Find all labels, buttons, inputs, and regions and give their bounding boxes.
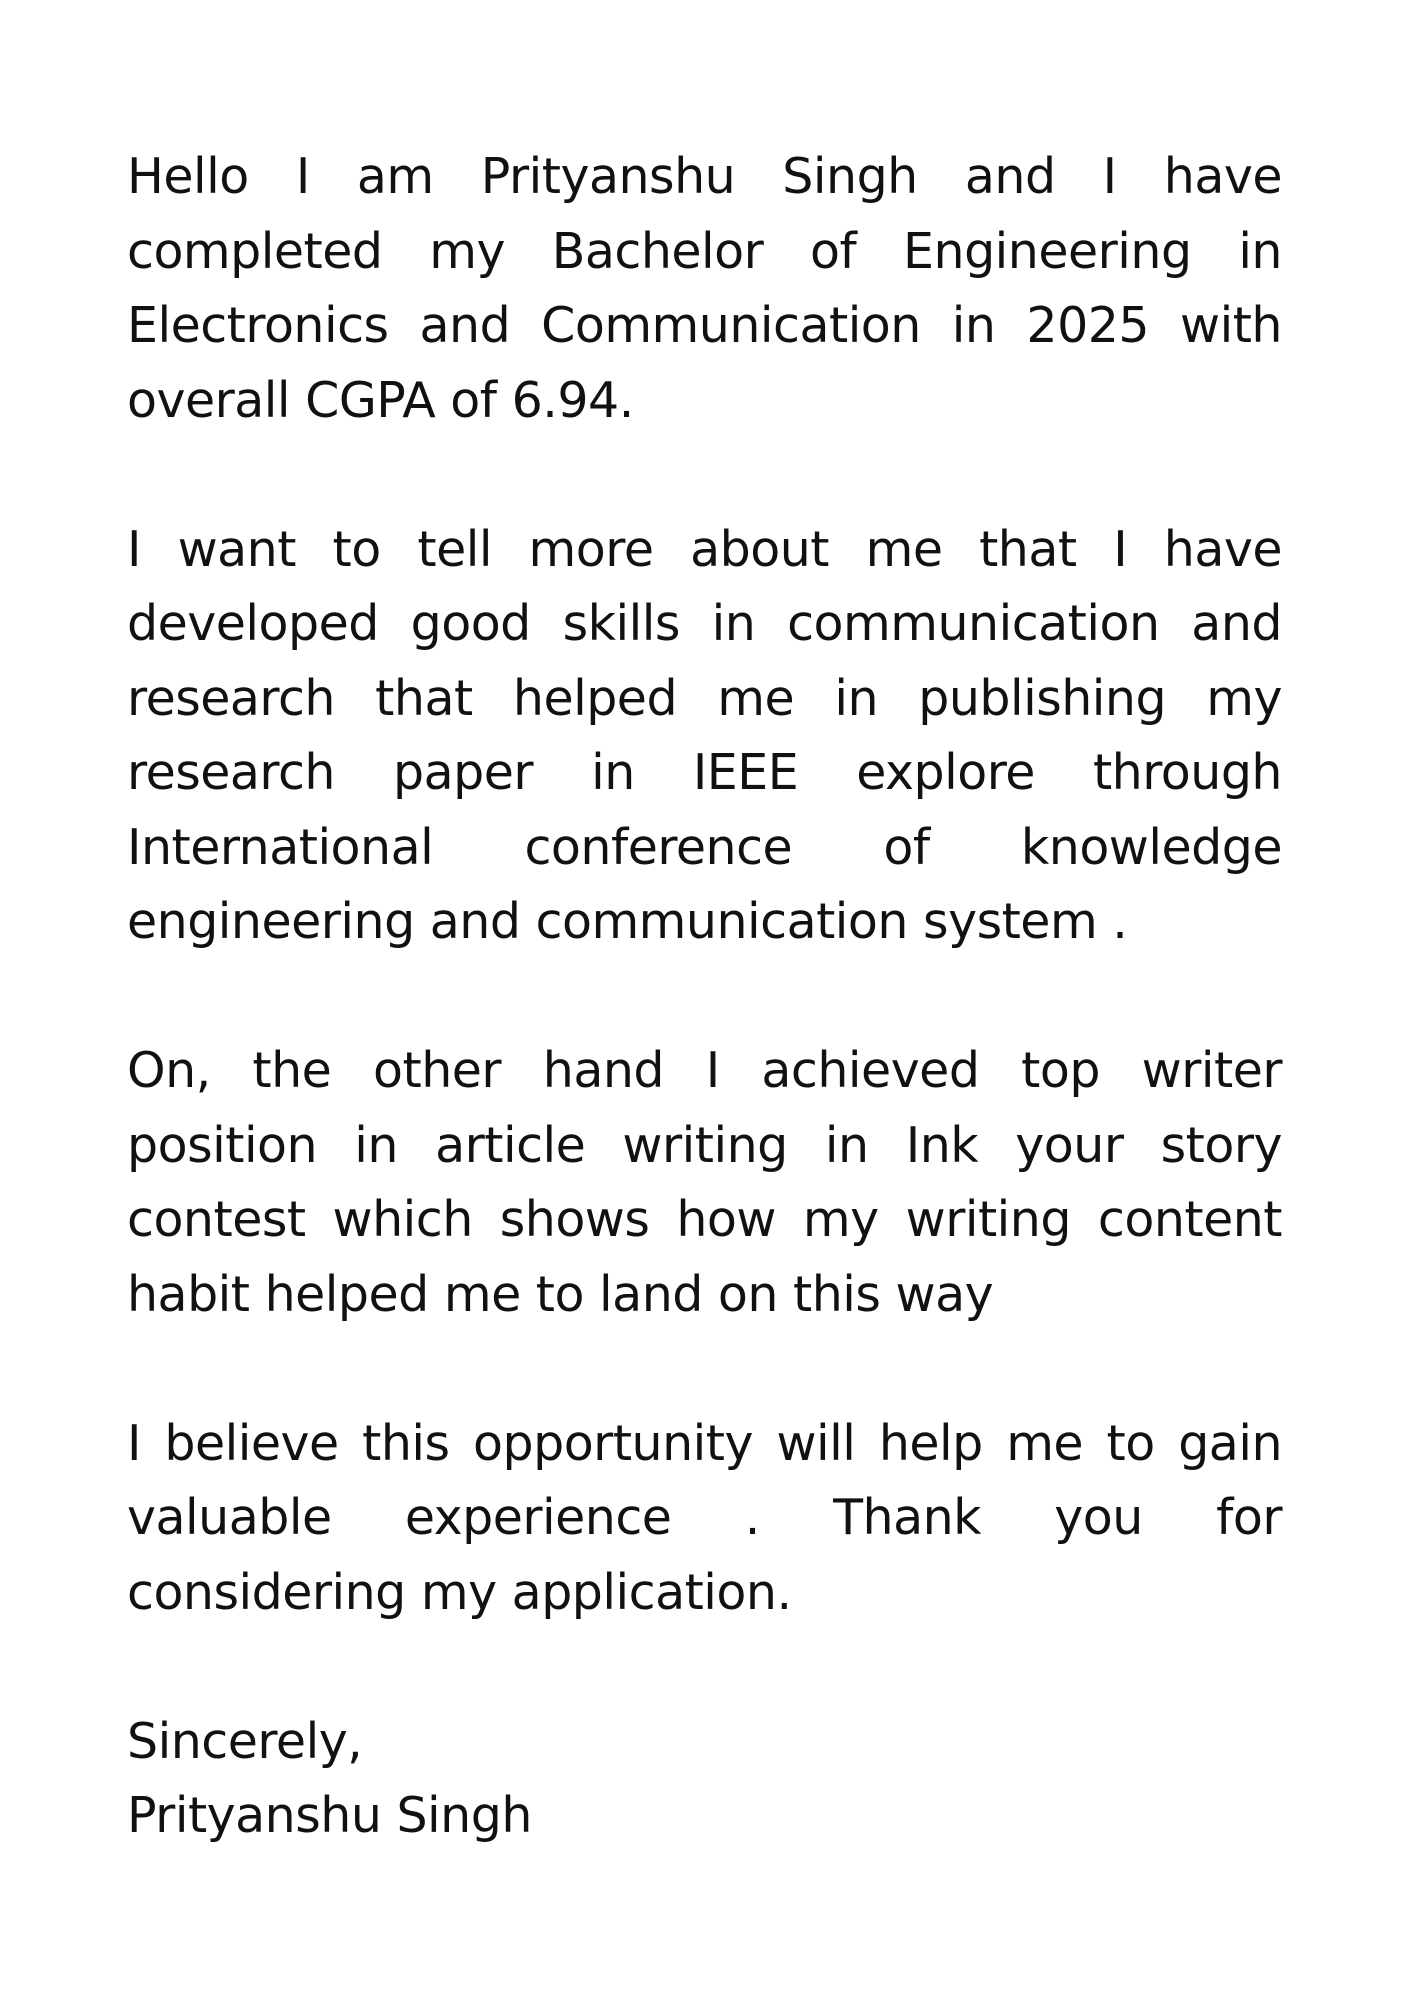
paragraph-introduction: Hello I am Prityanshu Singh and I have completed my Bachelor of Engineering in Electronics and Communication in 2025 with overall CGPA of 6.94. xyxy=(127,148,1282,429)
paragraph-conclusion: I believe this opportunity will help me to gain valuable experience . Thank you for considering my application. xyxy=(127,1414,1282,1621)
closing-block xyxy=(127,1705,1282,1854)
signature-name: Prityanshu Singh xyxy=(127,1787,532,1844)
cover-letter-body xyxy=(127,140,1282,1854)
paragraph-writing-achievement: On, the other hand I achieved top writer position in article writing in Ink your story contest which shows how my writing content habit helped me to land on this way xyxy=(127,1042,1282,1323)
paragraph-skills-research: I want to tell more about me that I have developed good skills in communication and research that helped me in publishing my research paper in IEEE explore through International conference of knowledge engineering and communication system . xyxy=(127,520,1282,950)
closing-salutation: Sincerely, xyxy=(127,1712,363,1770)
